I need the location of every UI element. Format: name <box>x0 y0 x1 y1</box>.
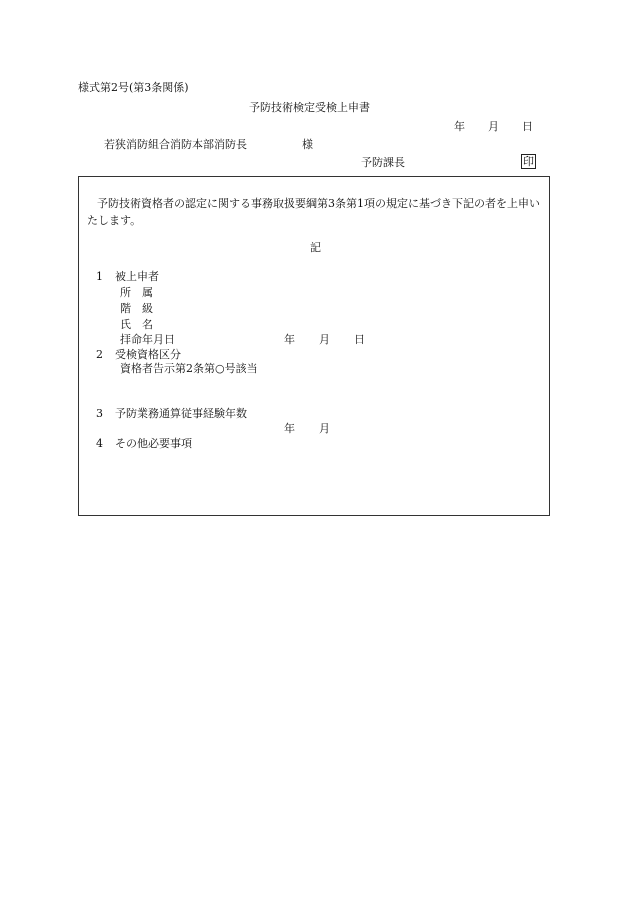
body-paragraph: 予防技術資格者の認定に関する事務取扱要綱第3条第1項の規定に基づき下記の者を上申いたします。 <box>87 197 540 227</box>
sender-title: 予防課長 <box>361 156 405 169</box>
appointed-year-label: 年 <box>284 333 295 346</box>
addressee-honorific: 様 <box>302 138 313 151</box>
item3-label: 予防業務通算従事経験年数 <box>115 407 247 420</box>
ki-heading: 記 <box>310 241 321 254</box>
item2-number: 2 <box>96 348 103 361</box>
appointed-day-label: 日 <box>354 333 365 346</box>
rank-label: 階 級 <box>120 302 153 315</box>
item2-label: 受検資格区分 <box>115 348 181 361</box>
item3-number: 3 <box>96 407 103 420</box>
item1-label: 被上申者 <box>115 270 159 283</box>
date-month-label: 月 <box>488 120 499 133</box>
item2-detail: 資格者告示第2条第○号該当 <box>120 362 258 375</box>
name-label: 氏 名 <box>120 318 153 331</box>
addressee-name: 若狭消防組合消防本部消防長 <box>104 138 247 151</box>
experience-month-label: 月 <box>319 422 330 435</box>
item4-number: 4 <box>96 437 103 450</box>
item1-number: 1 <box>96 270 103 283</box>
affiliation-label: 所 属 <box>120 286 153 299</box>
seal-stamp: 印 <box>523 155 534 168</box>
appointed-date-label: 拝命年月日 <box>120 333 175 346</box>
date-year-label: 年 <box>454 120 465 133</box>
experience-year-label: 年 <box>284 422 295 435</box>
document-title: 予防技術検定受検上申書 <box>249 101 370 114</box>
appointed-month-label: 月 <box>319 333 330 346</box>
date-day-label: 日 <box>522 120 533 133</box>
form-number: 様式第2号(第3条関係) <box>78 81 189 94</box>
item4-label: その他必要事項 <box>115 437 192 450</box>
